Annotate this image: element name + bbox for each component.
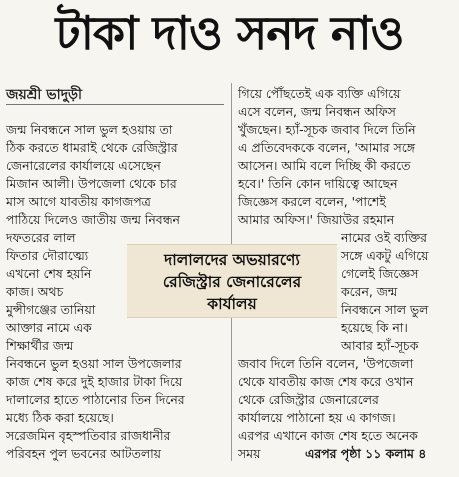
right-line: এসে বলেন, জন্ম নিবন্ধন অফিস: [238, 104, 396, 119]
pull-quote-line: রেজিস্ট্রার জেনারেলের: [162, 273, 302, 291]
left-line: জন্ম নিবন্ধনে সাল ভুল হওয়ায় তা: [6, 122, 173, 137]
right-line: আমার অফিস।' জিয়াউর রহমান: [238, 212, 395, 227]
left-line: কাজ শেষ করে দুই হাজার টাকা দিয়ে: [6, 374, 183, 389]
right-line: এরপর এখানে কাজ শেষ হতে অনেক: [238, 428, 418, 443]
pull-quote-line: দালালদের অভয়ারণ্যে: [164, 251, 300, 269]
right-line: এ প্রতিবেদককে বলেন, 'আমার সঙ্গে: [238, 140, 415, 155]
right-line: করেন, জন্ম: [341, 284, 398, 299]
right-line: জবাব দিলে তিনি বলেন, 'উপজেলা: [238, 356, 414, 371]
continuation-note: এরপর পৃষ্ঠা ১১ কলাম ৪: [305, 446, 427, 461]
left-line: দালালের হাতে পাঠানোর তিন দিনের: [6, 392, 185, 407]
pull-quote-box: [127, 244, 337, 318]
left-line: মধ্যে ঠিক করা হয়েছে।: [6, 410, 114, 425]
right-line: সঙ্গে একটু এগিয়ে: [341, 248, 429, 263]
right-line: গেলেই জিজ্ঞেস: [341, 266, 419, 281]
right-line: নিবন্ধনে সাল ভুল: [341, 302, 429, 317]
headline: টাকা দাও সনদ নাও: [55, 6, 404, 60]
right-line: খুঁজছেন। হ্যাঁ-সূচক জবাব দিলে তিনি: [238, 122, 416, 137]
left-line: মাস আগে যাবতীয় কাগজপত্র: [6, 194, 151, 209]
right-line: নামের ওই ব্যক্তির: [341, 230, 427, 245]
left-line: কাজ। অথচ: [6, 284, 64, 299]
left-line: এখনো শেষ হয়নি: [6, 266, 92, 281]
left-line: ঠিক করতে ধামরাই থেকে রেজিস্ট্রার: [6, 140, 178, 155]
byline: জয়শ্রী ভাদুড়ী: [6, 87, 83, 103]
left-line: আক্তার নামে এক: [6, 320, 92, 335]
right-line: জিজ্ঞেস করলে বলেন, 'পাশেই: [238, 194, 386, 209]
left-line: নিবন্ধনে ভুল হওয়া সাল উপজেলার: [6, 356, 182, 371]
right-line: থেকে যাবতীয় কাজ শেষ করে ওখান: [238, 374, 414, 389]
left-line: দফতরের লাল: [6, 230, 76, 245]
right-line: আবার হ্যাঁ-সূচক: [341, 338, 419, 353]
left-line: মুন্সীগঞ্জের তানিয়া: [6, 302, 96, 317]
left-line: পাঠিয়ে দিলেও জাতীয় জন্ম নিবন্ধন: [6, 212, 180, 227]
left-line: ফিতার দৌরাত্ম্যে: [6, 248, 89, 263]
byline-divider: [6, 104, 224, 105]
left-line: পরিবহন পুল ভবনের আটতলায়: [6, 446, 161, 461]
right-line: হবে।' তিনি কোন দায়িত্বে আছেন: [238, 176, 398, 191]
pull-quote-line: কার্যালয়: [207, 295, 257, 313]
right-line: গিয়ে পৌঁছতেই এক ব্যক্তি এগিয়ে: [238, 86, 401, 101]
right-line: হয়েছে কি না।: [341, 320, 408, 335]
right-line: সময়: [238, 446, 261, 461]
left-line: জেনারেলের কার্যালয়ে এসেছেন: [6, 158, 161, 173]
left-line: সরেজমিন বৃহস্পতিবার রাজধানীর: [6, 428, 171, 443]
left-line: শিক্ষার্থীর জন্ম: [6, 338, 74, 353]
left-line: মিজান আলী। উপজেলা থেকে চার: [6, 176, 177, 191]
right-line: থেকে রেজিস্ট্রার জেনারেলের: [238, 392, 379, 407]
right-line: কার্যালয়ে পাঠানো হয় এ কাগজ।: [238, 410, 396, 425]
right-line: আসেন। আমি বলে দিচ্ছি কী করতে: [238, 158, 411, 173]
